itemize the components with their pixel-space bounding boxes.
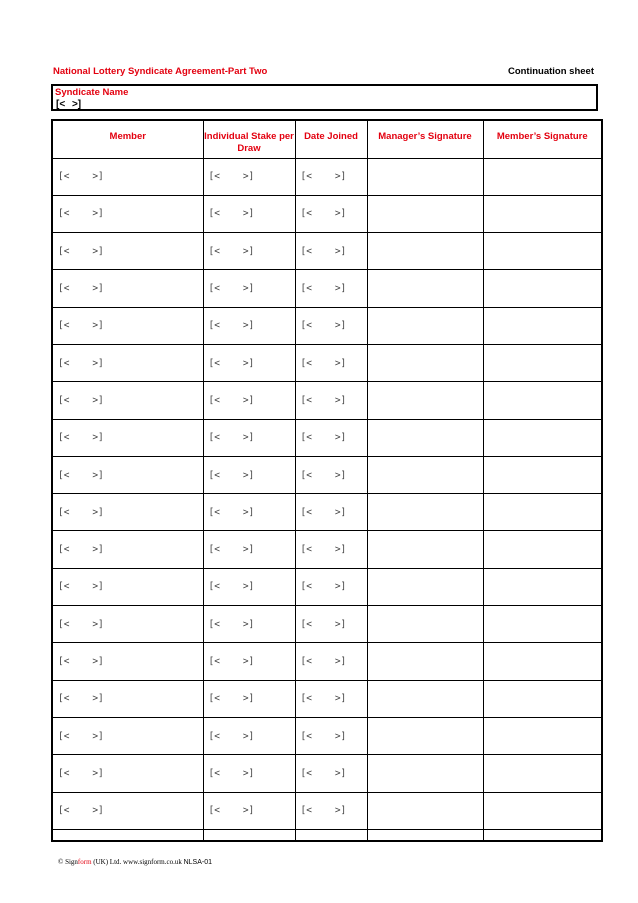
manager-signature-field[interactable] [367, 568, 483, 605]
column-header-member-signature: Member’s Signature [483, 120, 602, 158]
table-body [52, 158, 602, 841]
member-signature-field[interactable] [483, 195, 602, 232]
date-joined-field[interactable]: [< >] [295, 195, 367, 232]
member-field[interactable]: [< >] [52, 717, 203, 754]
member-signature-field[interactable] [483, 494, 602, 531]
stake-field[interactable]: [< >] [203, 606, 295, 643]
date-joined-field[interactable]: [< >] [295, 344, 367, 381]
footer-copyright: © Sign [58, 858, 78, 866]
stake-field[interactable]: [< >] [203, 344, 295, 381]
tail-cell [52, 829, 203, 841]
manager-signature-field[interactable] [367, 344, 483, 381]
member-field[interactable]: [< >] [52, 307, 203, 344]
table-row [52, 792, 602, 829]
member-signature-field[interactable] [483, 456, 602, 493]
date-joined-field[interactable]: [< >] [295, 531, 367, 568]
tail-cell [295, 829, 367, 841]
manager-signature-field[interactable] [367, 158, 483, 195]
date-joined-field[interactable]: [< >] [295, 680, 367, 717]
footer-company: (UK) Ltd. www.signform.co.uk [91, 858, 184, 866]
member-field[interactable]: [< >] [52, 792, 203, 829]
manager-signature-field[interactable] [367, 792, 483, 829]
manager-signature-field[interactable] [367, 643, 483, 680]
manager-signature-field[interactable] [367, 195, 483, 232]
column-header-manager-signature: Manager’s Signature [367, 120, 483, 158]
stake-field[interactable]: [< >] [203, 195, 295, 232]
member-signature-field[interactable] [483, 158, 602, 195]
manager-signature-field[interactable] [367, 531, 483, 568]
member-field[interactable]: [< >] [52, 270, 203, 307]
date-joined-field[interactable]: [< >] [295, 456, 367, 493]
syndicate-name-field[interactable]: [< >] [56, 99, 82, 110]
footer-code: NLSA-01 [183, 859, 213, 866]
table-row [52, 233, 602, 270]
member-field[interactable]: [< >] [52, 419, 203, 456]
tail-cell [203, 829, 295, 841]
member-signature-field[interactable] [483, 382, 602, 419]
footer [58, 858, 212, 866]
column-header-stake: Individual Stake per Draw [203, 120, 295, 158]
date-joined-field[interactable]: [< >] [295, 792, 367, 829]
stake-field[interactable]: [< >] [203, 531, 295, 568]
date-joined-field[interactable]: [< >] [295, 717, 367, 754]
stake-field[interactable]: [< >] [203, 568, 295, 605]
date-joined-field[interactable]: [< >] [295, 307, 367, 344]
manager-signature-field[interactable] [367, 419, 483, 456]
member-signature-field[interactable] [483, 568, 602, 605]
stake-field[interactable]: [< >] [203, 233, 295, 270]
table-row [52, 195, 602, 232]
date-joined-field[interactable]: [< >] [295, 419, 367, 456]
date-joined-field[interactable]: [< >] [295, 494, 367, 531]
member-table [51, 119, 603, 842]
manager-signature-field[interactable] [367, 494, 483, 531]
member-signature-field[interactable] [483, 307, 602, 344]
syndicate-name-box [51, 84, 598, 111]
manager-signature-field[interactable] [367, 233, 483, 270]
member-field[interactable]: [< >] [52, 158, 203, 195]
member-field[interactable]: [< >] [52, 456, 203, 493]
table-row [52, 531, 602, 568]
syndicate-name-label: Syndicate Name [55, 87, 129, 98]
member-field[interactable]: [< >] [52, 233, 203, 270]
stake-field[interactable]: [< >] [203, 494, 295, 531]
member-field[interactable]: [< >] [52, 755, 203, 792]
stake-field[interactable]: [< >] [203, 680, 295, 717]
table-row [52, 717, 602, 754]
manager-signature-field[interactable] [367, 606, 483, 643]
stake-field[interactable]: [< >] [203, 158, 295, 195]
member-field[interactable]: [< >] [52, 606, 203, 643]
manager-signature-field[interactable] [367, 717, 483, 754]
member-field[interactable]: [< >] [52, 195, 203, 232]
continuation-label: Continuation sheet [507, 66, 594, 77]
table-row [52, 344, 602, 381]
table-row [52, 270, 602, 307]
table-row [52, 307, 602, 344]
table-row [52, 456, 602, 493]
tail-cell [367, 829, 483, 841]
date-joined-field[interactable]: [< >] [295, 158, 367, 195]
date-joined-field[interactable]: [< >] [295, 568, 367, 605]
stake-field[interactable]: [< >] [203, 382, 295, 419]
table-row [52, 568, 602, 605]
member-signature-field[interactable] [483, 643, 602, 680]
member-signature-field[interactable] [483, 233, 602, 270]
table-row [52, 755, 602, 792]
table-row [52, 606, 602, 643]
member-field[interactable]: [< >] [52, 568, 203, 605]
stake-field[interactable]: [< >] [203, 270, 295, 307]
document-title: National Lottery Syndicate Agreement-Part Two [53, 66, 268, 77]
date-joined-field[interactable]: [< >] [295, 755, 367, 792]
manager-signature-field[interactable] [367, 456, 483, 493]
member-signature-field[interactable] [483, 755, 602, 792]
member-signature-field[interactable] [483, 680, 602, 717]
table-row [52, 643, 602, 680]
member-signature-field[interactable] [483, 717, 602, 754]
manager-signature-field[interactable] [367, 270, 483, 307]
member-field[interactable]: [< >] [52, 344, 203, 381]
member-field[interactable]: [< >] [52, 643, 203, 680]
date-joined-field[interactable]: [< >] [295, 643, 367, 680]
member-field[interactable]: [< >] [52, 494, 203, 531]
table-tail-row [52, 829, 602, 841]
stake-field[interactable]: [< >] [203, 755, 295, 792]
stake-field[interactable]: [< >] [203, 643, 295, 680]
table-header-row [52, 120, 602, 158]
stake-field[interactable]: [< >] [203, 419, 295, 456]
stake-field[interactable]: [< >] [203, 307, 295, 344]
manager-signature-field[interactable] [367, 680, 483, 717]
date-joined-field[interactable]: [< >] [295, 270, 367, 307]
member-signature-field[interactable] [483, 531, 602, 568]
manager-signature-field[interactable] [367, 755, 483, 792]
table-row [52, 382, 602, 419]
column-header-date-joined: Date Joined [295, 120, 367, 158]
date-joined-field[interactable]: [< >] [295, 382, 367, 419]
member-signature-field[interactable] [483, 606, 602, 643]
column-header-member: Member [52, 120, 203, 158]
table-row [52, 680, 602, 717]
member-field[interactable]: [< >] [52, 382, 203, 419]
stake-field[interactable]: [< >] [203, 456, 295, 493]
member-field[interactable]: [< >] [52, 680, 203, 717]
member-signature-field[interactable] [483, 270, 602, 307]
member-field[interactable]: [< >] [52, 531, 203, 568]
footer-brand-accent: form [77, 858, 92, 866]
stake-field[interactable]: [< >] [203, 717, 295, 754]
table-row [52, 158, 602, 195]
date-joined-field[interactable]: [< >] [295, 233, 367, 270]
date-joined-field[interactable]: [< >] [295, 606, 367, 643]
manager-signature-field[interactable] [367, 382, 483, 419]
stake-field[interactable]: [< >] [203, 792, 295, 829]
table-row [52, 494, 602, 531]
member-signature-field[interactable] [483, 419, 602, 456]
manager-signature-field[interactable] [367, 307, 483, 344]
table-row [52, 419, 602, 456]
member-signature-field[interactable] [483, 344, 602, 381]
member-signature-field[interactable] [483, 792, 602, 829]
tail-cell [483, 829, 602, 841]
